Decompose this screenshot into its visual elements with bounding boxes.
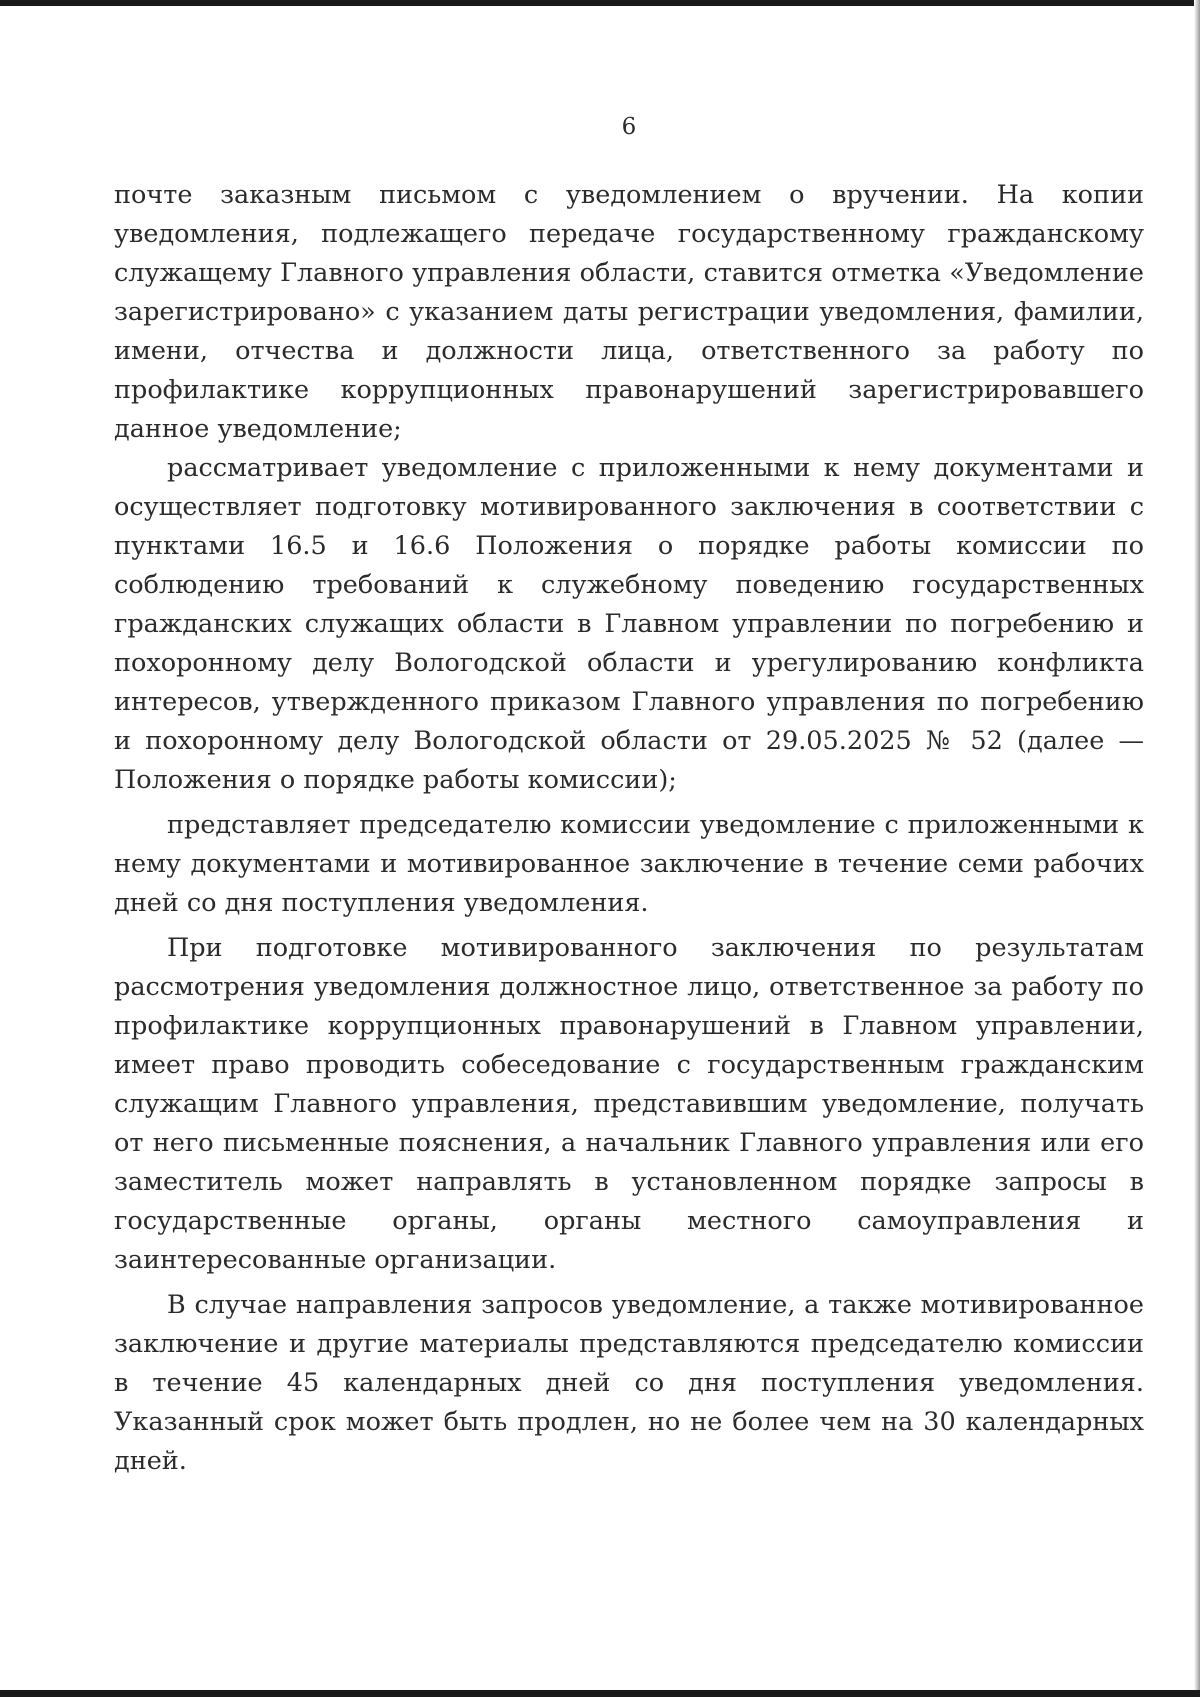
paragraph-review: рассматривает уведомление с приложенными к нему документами и осуществляет подготовку мотивированного заключения в соответствии с пунктами 16.5 и 16.6 Положения о порядке работы комиссии по соблюдению требований к служебному поведению государственных гражданских служащих области в Главном управлении по погребению и похоронному делу Вологодской области и урегулированию конфликта интересов, утвержденного приказом Главного управления по погребению и похоронному делу Вологодской области от 29.05.2025 № 52 (далее — Положения о порядке работы комиссии); — [114, 453, 1144, 795]
page-number: 6 — [621, 114, 637, 140]
paragraph-submit: представляет председателю комиссии уведомление с приложенными к нему документами и мотивированное заключение в течение семи рабочих дней со дня поступления уведомления. — [114, 810, 1144, 918]
paragraph-preparation: При подготовке мотивированного заключения по результатам рассмотрения уведомления должностное лицо, ответственное за работу по профилактике коррупционных правонарушений в Главном управлении, имеет право проводить собеседование с государственным гражданским служащим Главного управления, представившим уведомление, получать от него письменные пояснения, а начальник Главного управления или его заместитель может направлять в установленном порядке запросы в государственные органы, органы местного самоуправления и заинтересованные организации. — [114, 933, 1144, 1275]
paragraph-continuation: почте заказным письмом с уведомлением о вручении. На копии уведомления, подлежащего передаче государственному гражданскому служащему Главного управления области, ставится отметка «Уведомление зарегистрировано» с указанием даты регистрации уведомления, фамилии, имени, отчества и должности лица, ответственного за работу по профилактике коррупционных правонарушений зарегистрировавшего данное уведомление; — [114, 180, 1144, 444]
scan-border-bottom — [0, 1690, 1200, 1697]
scan-edge-shadow — [1194, 0, 1200, 1697]
document-body — [114, 176, 1144, 1481]
paragraph-requests: В случае направления запросов уведомление, а также мотивированное заключение и другие материалы представляются председателю комиссии в течение 45 календарных дней со дня поступления уведомления. Указанный срок может быть продлен, но не более чем на 30 календарных дней. — [114, 1290, 1144, 1476]
document-page — [114, 0, 1144, 1697]
